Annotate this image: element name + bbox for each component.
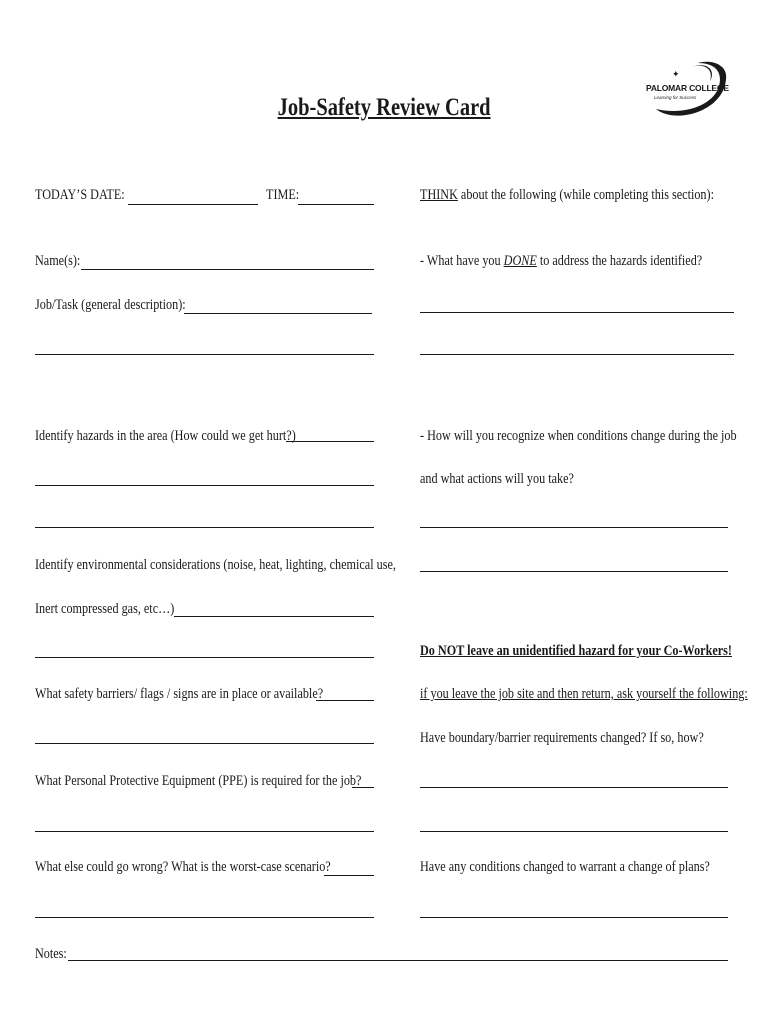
env-label-1: Identify environmental considerations (noise, heat, lighting, chemical use, bbox=[35, 557, 396, 573]
env-label-2: Inert compressed gas, etc…) bbox=[35, 601, 175, 617]
done-word: DONE bbox=[503, 253, 537, 269]
env-field[interactable] bbox=[174, 616, 374, 617]
time-label: TIME: bbox=[266, 187, 300, 203]
star-icon: ✦ bbox=[672, 69, 680, 79]
worst-case-field-line-2[interactable] bbox=[35, 917, 374, 918]
ppe-field-line-2[interactable] bbox=[35, 831, 374, 832]
worst-case-field[interactable] bbox=[324, 875, 374, 876]
boundary-field-line-2[interactable] bbox=[420, 831, 728, 832]
return-instruction: if you leave the job site and then return, ask yourself the following: bbox=[420, 686, 748, 702]
done-pre: - What have you bbox=[420, 253, 504, 269]
done-field-line-1[interactable] bbox=[420, 312, 734, 313]
recognize-question-1: - How will you recognize when conditions change during the job bbox=[420, 428, 737, 444]
job-field[interactable] bbox=[184, 313, 372, 314]
conditions-field-line[interactable] bbox=[420, 917, 728, 918]
think-instruction bbox=[420, 186, 714, 204]
done-field-line-2[interactable] bbox=[420, 354, 734, 355]
recognize-field-line-1[interactable] bbox=[420, 527, 728, 528]
time-field[interactable] bbox=[298, 204, 374, 205]
date-field[interactable] bbox=[128, 204, 258, 205]
notes-field[interactable] bbox=[68, 960, 728, 961]
env-field-line-2[interactable] bbox=[35, 657, 374, 658]
page-title: Job-Safety Review Card bbox=[277, 94, 491, 121]
hazards-field-line-2[interactable] bbox=[35, 485, 374, 486]
co-worker-warning: Do NOT leave an unidentified hazard for your Co-Workers! bbox=[420, 643, 732, 659]
job-label: Job/Task (general description): bbox=[35, 297, 186, 313]
names-label: Name(s): bbox=[35, 253, 81, 269]
done-question bbox=[420, 252, 702, 270]
college-logo bbox=[646, 59, 736, 121]
think-rest: about the following (while completing this section): bbox=[457, 187, 714, 203]
job-field-line-2[interactable] bbox=[35, 354, 374, 355]
logo-name: PALOMAR COLLEGE bbox=[646, 83, 729, 93]
think-word: THINK bbox=[420, 187, 458, 203]
barriers-label: What safety barriers/ flags / signs are in place or available? bbox=[35, 686, 324, 702]
hazards-label: Identify hazards in the area (How could we get hurt?) bbox=[35, 428, 296, 444]
ppe-label: What Personal Protective Equipment (PPE) is required for the job? bbox=[35, 773, 362, 789]
barriers-field[interactable] bbox=[316, 700, 374, 701]
ppe-field[interactable] bbox=[352, 787, 374, 788]
worst-case-label: What else could go wrong? What is the worst-case scenario? bbox=[35, 859, 331, 875]
logo-tagline: Learning for Success bbox=[654, 95, 697, 100]
hazards-field[interactable] bbox=[286, 441, 374, 442]
boundary-field-line-1[interactable] bbox=[420, 787, 728, 788]
hazards-field-line-3[interactable] bbox=[35, 527, 374, 528]
done-post: to address the hazards identified? bbox=[536, 253, 703, 269]
boundary-question: Have boundary/barrier requirements changed? If so, how? bbox=[420, 730, 704, 746]
conditions-question: Have any conditions changed to warrant a change of plans? bbox=[420, 859, 710, 875]
names-field[interactable] bbox=[81, 269, 374, 270]
notes-label: Notes: bbox=[35, 946, 67, 962]
recognize-field-line-2[interactable] bbox=[420, 571, 728, 572]
date-label: TODAY’S DATE: bbox=[35, 187, 125, 203]
recognize-question-2: and what actions will you take? bbox=[420, 471, 574, 487]
barriers-field-line-2[interactable] bbox=[35, 743, 374, 744]
